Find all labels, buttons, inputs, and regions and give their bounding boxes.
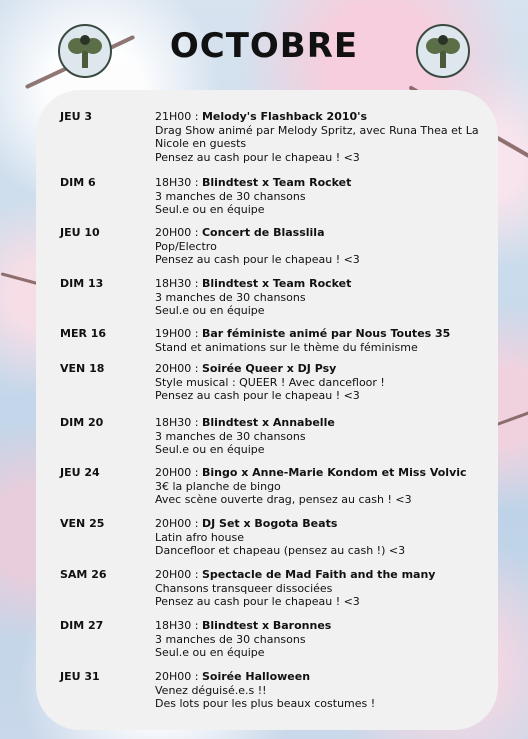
event-time: 18H30	[155, 277, 192, 290]
event-day: JEU 3	[60, 110, 93, 123]
event-name: Spectacle de Mad Faith and the many	[201, 568, 436, 581]
event-name: Bingo x Anne-Marie Kondom et Miss Volvic	[201, 466, 467, 479]
event-detail: Seul.e ou en équipe	[155, 646, 265, 659]
event-name: Soirée Halloween	[201, 670, 311, 683]
event-detail: Pensez au cash pour le chapeau ! <3	[155, 150, 360, 164]
event-time: 18H30	[155, 416, 192, 429]
event-day: MER 16	[60, 327, 107, 340]
event-detail: 3 manches de 30 chansons	[155, 189, 306, 203]
event-detail: Nicole en guests	[155, 137, 247, 150]
event-time: 19H00	[155, 327, 192, 340]
event-detail: Drag Show animé par Melody Spritz, avec Runa Thea et La	[155, 123, 479, 137]
event-detail: Pensez au cash pour le chapeau ! <3	[155, 253, 360, 266]
event-detail: 3€ la planche de bingo	[155, 479, 281, 493]
event-name: Blindtest x Annabelle	[201, 416, 335, 429]
event-day: VEN 25	[60, 517, 105, 530]
event-day: JEU 24	[60, 466, 100, 479]
event-detail: Pensez au cash pour le chapeau ! <3	[155, 389, 360, 402]
event-detail: Pensez au cash pour le chapeau ! <3	[155, 595, 360, 608]
event-detail: Dancefloor et chapeau (pensez au cash !) <3	[155, 544, 406, 557]
event-day: JEU 10	[60, 226, 100, 239]
event-detail: Style musical : QUEER ! Avec dancefloor !	[155, 375, 385, 389]
event-name: Bar féministe animé par Nous Toutes 35	[201, 327, 451, 340]
event-name: Blindtest x Team Rocket	[201, 277, 352, 290]
event-detail: Seul.e ou en équipe	[155, 443, 265, 456]
event-name: Blindtest x Team Rocket	[201, 176, 352, 189]
event-day: DIM 27	[60, 619, 104, 632]
event-detail: Chansons transqueer dissociées	[155, 581, 333, 595]
event-detail: 3 manches de 30 chansons	[155, 290, 306, 304]
event-time: 20H00	[155, 517, 192, 530]
event-name: Melody's Flashback 2010's	[201, 110, 368, 123]
event-day: DIM 6	[60, 176, 96, 189]
event-detail: 3 manches de 30 chansons	[155, 632, 306, 646]
event-name: Soirée Queer x DJ Psy	[201, 362, 337, 375]
event-detail: Seul.e ou en équipe	[155, 203, 265, 216]
event-detail: 3 manches de 30 chansons	[155, 429, 306, 443]
event-detail: Des lots pour les plus beaux costumes !	[155, 697, 376, 710]
event-detail: Pop/Electro	[155, 239, 217, 253]
event-day: JEU 31	[60, 670, 100, 683]
event-day: VEN 18	[60, 362, 105, 375]
event-day: DIM 13	[60, 277, 104, 290]
event-time: 18H30	[155, 619, 192, 632]
event-detail: Seul.e ou en équipe	[155, 304, 265, 317]
event-detail: Stand et animations sur le thème du féminisme	[155, 340, 418, 354]
event-time: 20H00	[155, 362, 192, 375]
event-time: 21H00	[155, 110, 192, 123]
event-time: 20H00	[155, 466, 192, 479]
event-time: 20H00	[155, 568, 192, 581]
schedule-card: JEU 3 21H00 : Melody's Flashback 2010's Drag Show animé par Melody Spritz, avec Runa Thea et La Nicole en guests Pensez au cash pour le chapeau ! <3 DIM 6 18H30 : Blindtest x Team Rocket 3 manches de 30 chansons Seul.e ou en équipe JEU 10 20H00 : Concert de Blasslila Pop/Electro Pensez au cash pour le chapeau ! <3 DIM 13 18H30 : Blindtest x Team Rocket 3 manches de 30 chansons Seul.e ou en équipe MER 16 19H00 : Bar féministe animé par Nous Toutes 35 Stand et animations sur le thème du féminisme VEN 18 20H00 : Soirée Queer x DJ Psy Style musical : QUEER ! Avec dancefloor ! Pensez au cash pour le chapeau ! <3 DIM 20 18H30 : Blindtest x Annabelle 3 manches de 30 chansons Seul.e ou en équipe JEU 24 20H00 : Bingo x Anne-Marie Kondom et Miss Volvic 3€ la planche de bingo Avec scène ouverte drag, pensez au cash ! <3 VEN 25 20H00 : DJ Set x Bogota Beats Latin afro house Dancefloor et chapeau (pensez au cash !) <3 SAM 26 20H00 : Spectacle de Mad Faith and the many Chansons transqueer dissociées Pensez au cash pour le chapeau ! <3 DIM 27 18H30 : Blindtest x Baronnes 3 manches de 30 chansons Seul.e ou en équipe JEU 31 20H00 : Soirée Halloween Venez déguisé.e.s !! Des lots pour les plus beaux costumes !	[36, 90, 498, 730]
event-detail: Avec scène ouverte drag, pensez au cash ! <3	[155, 493, 412, 506]
event-time: 18H30	[155, 176, 192, 189]
page-title: OCTOBRE	[169, 26, 359, 66]
event-name: Concert de Blasslila	[201, 226, 325, 239]
event-time: 20H00	[155, 226, 192, 239]
event-day: DIM 20	[60, 416, 104, 429]
event-day: SAM 26	[60, 568, 107, 581]
event-detail: Venez déguisé.e.s !!	[155, 683, 267, 697]
event-name: Blindtest x Baronnes	[201, 619, 332, 632]
event-name: DJ Set x Bogota Beats	[201, 517, 338, 530]
event-time: 20H00	[155, 670, 192, 683]
event-detail: Latin afro house	[155, 530, 244, 544]
